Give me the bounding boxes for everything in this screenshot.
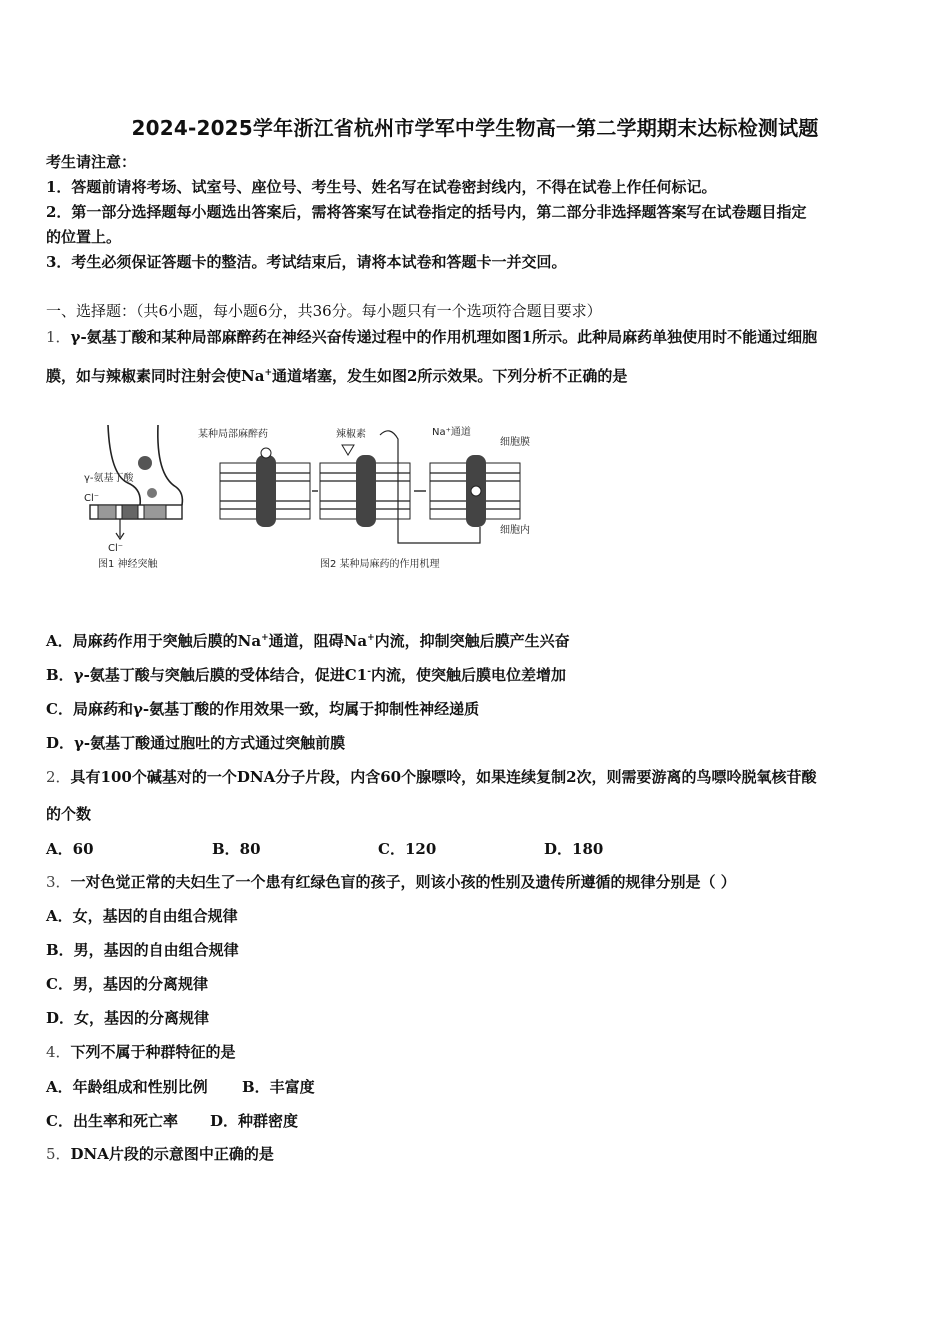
fig2-inside-label: 细胞内: [500, 525, 530, 536]
fig2-capsaicin-label: 辣椒素: [336, 429, 366, 440]
q1-text-1: γ-氨基丁酸和某种局部麻醉药在神经兴奋传递过程中的作用机理如图1所示。此种局麻药单独使用时不能通过细胞: [70, 328, 818, 346]
fig2-channel-1: [256, 455, 276, 527]
q4-stem: [46, 1042, 906, 1062]
q1-option-a-sup-1: +: [261, 633, 269, 643]
q4-option-d: D．种群密度: [210, 1112, 299, 1130]
q1-option-a-pre: A．局麻药作用于突触后膜的Na: [46, 632, 262, 650]
q3-option-c: C．男，基因的分离规律: [46, 975, 208, 993]
fig2-anesthetic-label: 某种局部麻醉药: [198, 429, 268, 440]
fig1-receptor-1: [98, 505, 116, 519]
q1-option-a-post: 内流，抑制突触后膜产生兴奋: [374, 632, 570, 650]
q4-option-a: A．年龄组成和性别比例: [46, 1078, 208, 1096]
q1-number: 1．: [46, 328, 71, 346]
q2-option-c: C．120: [378, 840, 437, 858]
fig1-caption: 图1 神经突触: [98, 559, 158, 570]
fig2-membrane-label: 细胞膜: [500, 437, 530, 448]
fig1-receptor-2: [122, 505, 138, 519]
q5-stem: [46, 1144, 906, 1164]
q2-option-d: D．180: [544, 840, 604, 858]
q1-option-c: C．局麻药和γ-氨基丁酸的作用效果一致，均属于抑制性神经递质: [46, 700, 480, 718]
q3-text: 一对色觉正常的夫妇生了一个患有红绿色盲的孩子，则该小孩的性别及遗传所遵循的规律分别是（ ）: [70, 873, 736, 891]
q1-option-b-pre: B．γ-氨基丁酸与突触后膜的受体结合，促进C1: [46, 666, 368, 684]
q1-option-b-post: 内流，使突触后膜电位差增加: [370, 666, 566, 684]
q2-option-b: B．80: [212, 840, 261, 858]
section-heading: 一、选择题：（共6小题，每小题6分，共36分。每小题只有一个选项符合题目要求）: [46, 302, 602, 320]
q2-number: 2．: [46, 768, 71, 786]
fig1-gaba-label: γ-氨基丁酸: [84, 473, 134, 484]
fig2-na-label: Na⁺通道: [432, 427, 471, 438]
q1-option-d: D．γ-氨基丁酸通过胞吐的方式通过突触前膜: [46, 734, 346, 752]
fig2-capsaicin-mark: [342, 445, 354, 455]
q2-option-a: A．60: [46, 840, 94, 858]
notice-item-1: 1．答题前请将考场、试室号、座位号、考生号、姓名写在试卷密封线内，不得在试卷上作任何标记。: [46, 178, 717, 196]
fig1-receptor-3: [144, 505, 166, 519]
q1-option-b-sup: -: [367, 667, 371, 677]
fig1-presynaptic-left: [108, 425, 140, 505]
q4-text: 下列不属于种群特征的是: [70, 1043, 236, 1061]
q4-option-b: B．丰富度: [242, 1078, 315, 1096]
page-title: 2024-2025学年浙江省杭州市学军中学生物高一第二学期期末达标检测试题: [131, 116, 819, 140]
q2-stem-line1: [46, 767, 906, 787]
notice-heading: 考生请注意：: [46, 153, 137, 171]
fig1-cl-top: Cl⁻: [84, 493, 100, 504]
fig1-cl-bottom: Cl⁻: [108, 543, 124, 554]
fig1-vesicle: [138, 456, 152, 470]
fig1-release: [147, 488, 157, 498]
q1-text-2b: 通道堵塞，发生如图2所示效果。下列分析不正确的是: [271, 367, 628, 385]
notice-item-3: 3．考生必须保证答题卡的整洁。考试结束后，请将本试卷和答题卡一并交回。: [46, 253, 567, 271]
q5-text: DNA片段的示意图中正确的是: [70, 1145, 274, 1163]
q3-option-d: D．女，基因的分离规律: [46, 1009, 210, 1027]
q5-number: 5．: [46, 1145, 71, 1163]
q1-figure-svg: [80, 415, 550, 575]
fig1-presynaptic-right: [158, 425, 183, 505]
q4-number: 4．: [46, 1043, 71, 1061]
q1-option-a: [46, 631, 906, 651]
notice-item-2: 2．第一部分选择题每小题选出答案后，需将答案写在试卷指定的括号内，第二部分非选择题答案写在试卷题目指定: [46, 203, 807, 221]
q3-option-b: B．男，基因的自由组合规律: [46, 941, 239, 959]
fig2-caption: 图2 某种局麻药的作用机理: [320, 559, 440, 570]
q4-option-c: C．出生率和死亡率: [46, 1112, 178, 1130]
q1-option-b: [46, 665, 906, 685]
fig2-channel-2: [356, 455, 376, 527]
q3-option-a: A．女，基因的自由组合规律: [46, 907, 238, 925]
q1-option-a-mid: 通道，阻碍Na: [268, 632, 368, 650]
fig2-membranes: [220, 431, 520, 543]
notice-item-2-cont: 的位置上。: [46, 228, 122, 246]
fig2-drug-blocked: [471, 486, 481, 496]
q1-text-2a: 膜，如与辣椒素同时注射会使Na: [46, 367, 265, 385]
q2-options: [46, 838, 603, 859]
q1-option-a-sup-2: +: [367, 633, 375, 643]
q4-options-cd: [46, 1110, 298, 1131]
fig2-drug-1: [261, 448, 271, 458]
q3-number: 3．: [46, 873, 71, 891]
q3-stem: [46, 872, 906, 892]
q2-text-1: 具有100个碱基对的一个DNA分子片段，内含60个腺嘌呤，如果连续复制2次，则需要游离的鸟嘌呤脱氧核苷酸: [70, 768, 817, 786]
q1-stem-line2: [46, 366, 906, 386]
q4-options-ab: [46, 1076, 315, 1097]
q1-stem-line1: [46, 327, 906, 347]
q1-sup: +: [264, 368, 272, 378]
q2-stem-line2: 的个数: [46, 805, 92, 823]
q1-figure: [80, 415, 550, 575]
